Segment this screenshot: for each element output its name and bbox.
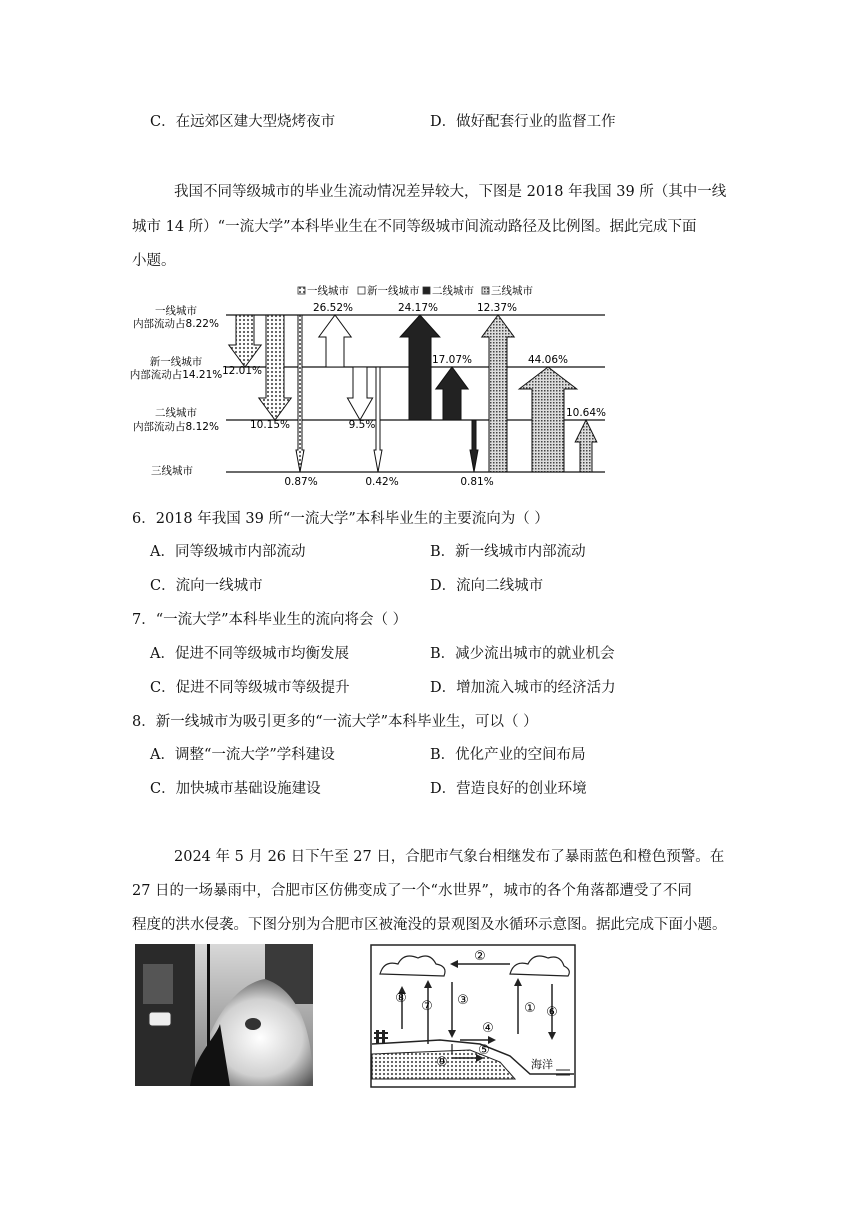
flow-arrow-9	[470, 420, 478, 472]
water-cycle-diagram	[370, 944, 576, 1088]
level-4-name: 三线城市	[151, 465, 193, 477]
q8-option-b[interactable]: B．优化产业的空间布局	[430, 747, 586, 763]
legend-label-2: 新一线城市	[367, 285, 420, 297]
flooded-city-photo	[135, 944, 313, 1086]
label-1: ①	[524, 1001, 536, 1016]
q8-stem: 8．新一线城市为吸引更多的“一流大学”本科毕业生，可以（ ）	[132, 714, 538, 730]
intro2-line3: 程度的洪水侵袭。下图分别为合肥市区被淹没的景观图及水循环示意图。据此完成下面小题。	[132, 917, 727, 933]
option-d-prev: D．做好配套行业的监督工作	[430, 114, 616, 130]
flow-label-9: 0.81%	[460, 476, 494, 488]
intro1-line3: 小题。	[132, 253, 176, 269]
level-1-internal: 内部流动占8.22%	[133, 318, 219, 330]
legend-swatch-1	[298, 287, 305, 294]
legend-label-3: 二线城市	[432, 285, 474, 297]
intro2-line2: 27 日的一场暴雨中，合肥市区仿佛变成了一个“水世界”，城市的各个角落都遭受了不同	[132, 883, 692, 899]
q8-option-c[interactable]: C．加快城市基础设施建设	[150, 781, 321, 797]
flow-arrow-12	[575, 420, 597, 472]
flow-arrow-8	[436, 367, 468, 420]
label-7: ⑦	[421, 999, 433, 1014]
label-3: ③	[457, 993, 469, 1008]
q6-option-b[interactable]: B．新一线城市内部流动	[430, 544, 586, 560]
q7-stem: 7．“一流大学”本科毕业生的流向将会（ ）	[132, 612, 408, 628]
option-c-prev: C．在远郊区建大型烧烤夜市	[150, 114, 336, 130]
legend-swatch-4	[482, 287, 489, 294]
flow-label-1: 12.01%	[221, 365, 263, 377]
level-1-name: 一线城市	[155, 305, 197, 317]
flow-arrow-10	[482, 315, 514, 472]
label-9: ⑨	[436, 1055, 448, 1070]
q7-option-c[interactable]: C．促进不同等级城市等级提升	[150, 680, 350, 696]
intro1-line1: 我国不同等级城市的毕业生流动情况差异较大，下图是 2018 年我国 39 所（其中一线	[174, 184, 727, 200]
flow-label-5: 9.5%	[348, 419, 376, 431]
flow-label-11: 44.06%	[527, 354, 569, 366]
label-8: ⑧	[395, 991, 407, 1006]
level-2-internal: 内部流动占14.21%	[130, 369, 223, 381]
flow-label-12: 10.64%	[565, 407, 607, 419]
legend-label-1: 一线城市	[307, 285, 349, 297]
flow-label-3: 0.87%	[284, 476, 318, 488]
level-2-name: 新一线城市	[149, 356, 203, 368]
ocean-label: 海洋	[531, 1058, 553, 1071]
chart-legend	[298, 284, 533, 297]
flow-label-2: 10.15%	[249, 419, 291, 431]
q6-option-c[interactable]: C．流向一线城市	[150, 578, 263, 594]
q8-option-d[interactable]: D．营造良好的创业环境	[430, 781, 587, 797]
level-3-name: 二线城市	[155, 407, 197, 419]
intro2-line1: 2024 年 5 月 26 日下午至 27 日，合肥市气象台相继发布了暴雨蓝色和橙色预警。在	[174, 849, 725, 865]
q6-option-d[interactable]: D．流向二线城市	[430, 578, 544, 594]
label-2: ②	[474, 949, 486, 964]
flow-arrow-3	[296, 315, 304, 472]
legend-label-4: 三线城市	[491, 285, 533, 297]
flow-label-4: 26.52%	[312, 302, 354, 314]
flow-chart	[130, 282, 610, 488]
q7-option-b[interactable]: B．减少流出城市的就业机会	[430, 646, 615, 662]
q7-option-a[interactable]: A．促进不同等级城市均衡发展	[150, 646, 349, 662]
legend-swatch-3	[423, 287, 430, 294]
q7-option-d[interactable]: D．增加流入城市的经济活力	[430, 680, 616, 696]
flow-arrow-5	[347, 367, 372, 420]
flow-label-6: 0.42%	[365, 476, 399, 488]
label-5: ⑤	[478, 1043, 490, 1058]
q6-stem: 6．2018 年我国 39 所“一流大学”本科毕业生的主要流向为（ ）	[132, 511, 549, 527]
q6-option-a[interactable]: A．同等级城市内部流动	[150, 544, 306, 560]
flow-label-10: 12.37%	[476, 302, 518, 314]
flow-label-7: 24.17%	[397, 302, 439, 314]
flow-label-8: 17.07%	[431, 354, 473, 366]
intro1-line2: 城市 14 所）“一流大学”本科毕业生在不同等级城市间流动路径及比例图。据此完成下面	[132, 219, 697, 235]
label-6: ⑥	[546, 1005, 558, 1020]
flow-arrow-4	[319, 315, 351, 367]
flow-arrow-1	[229, 315, 261, 367]
level-3-internal: 内部流动占8.12%	[133, 421, 219, 433]
q8-option-a[interactable]: A．调整“一流大学”学科建设	[150, 747, 335, 763]
legend-swatch-2	[358, 287, 365, 294]
label-4: ④	[482, 1021, 494, 1036]
